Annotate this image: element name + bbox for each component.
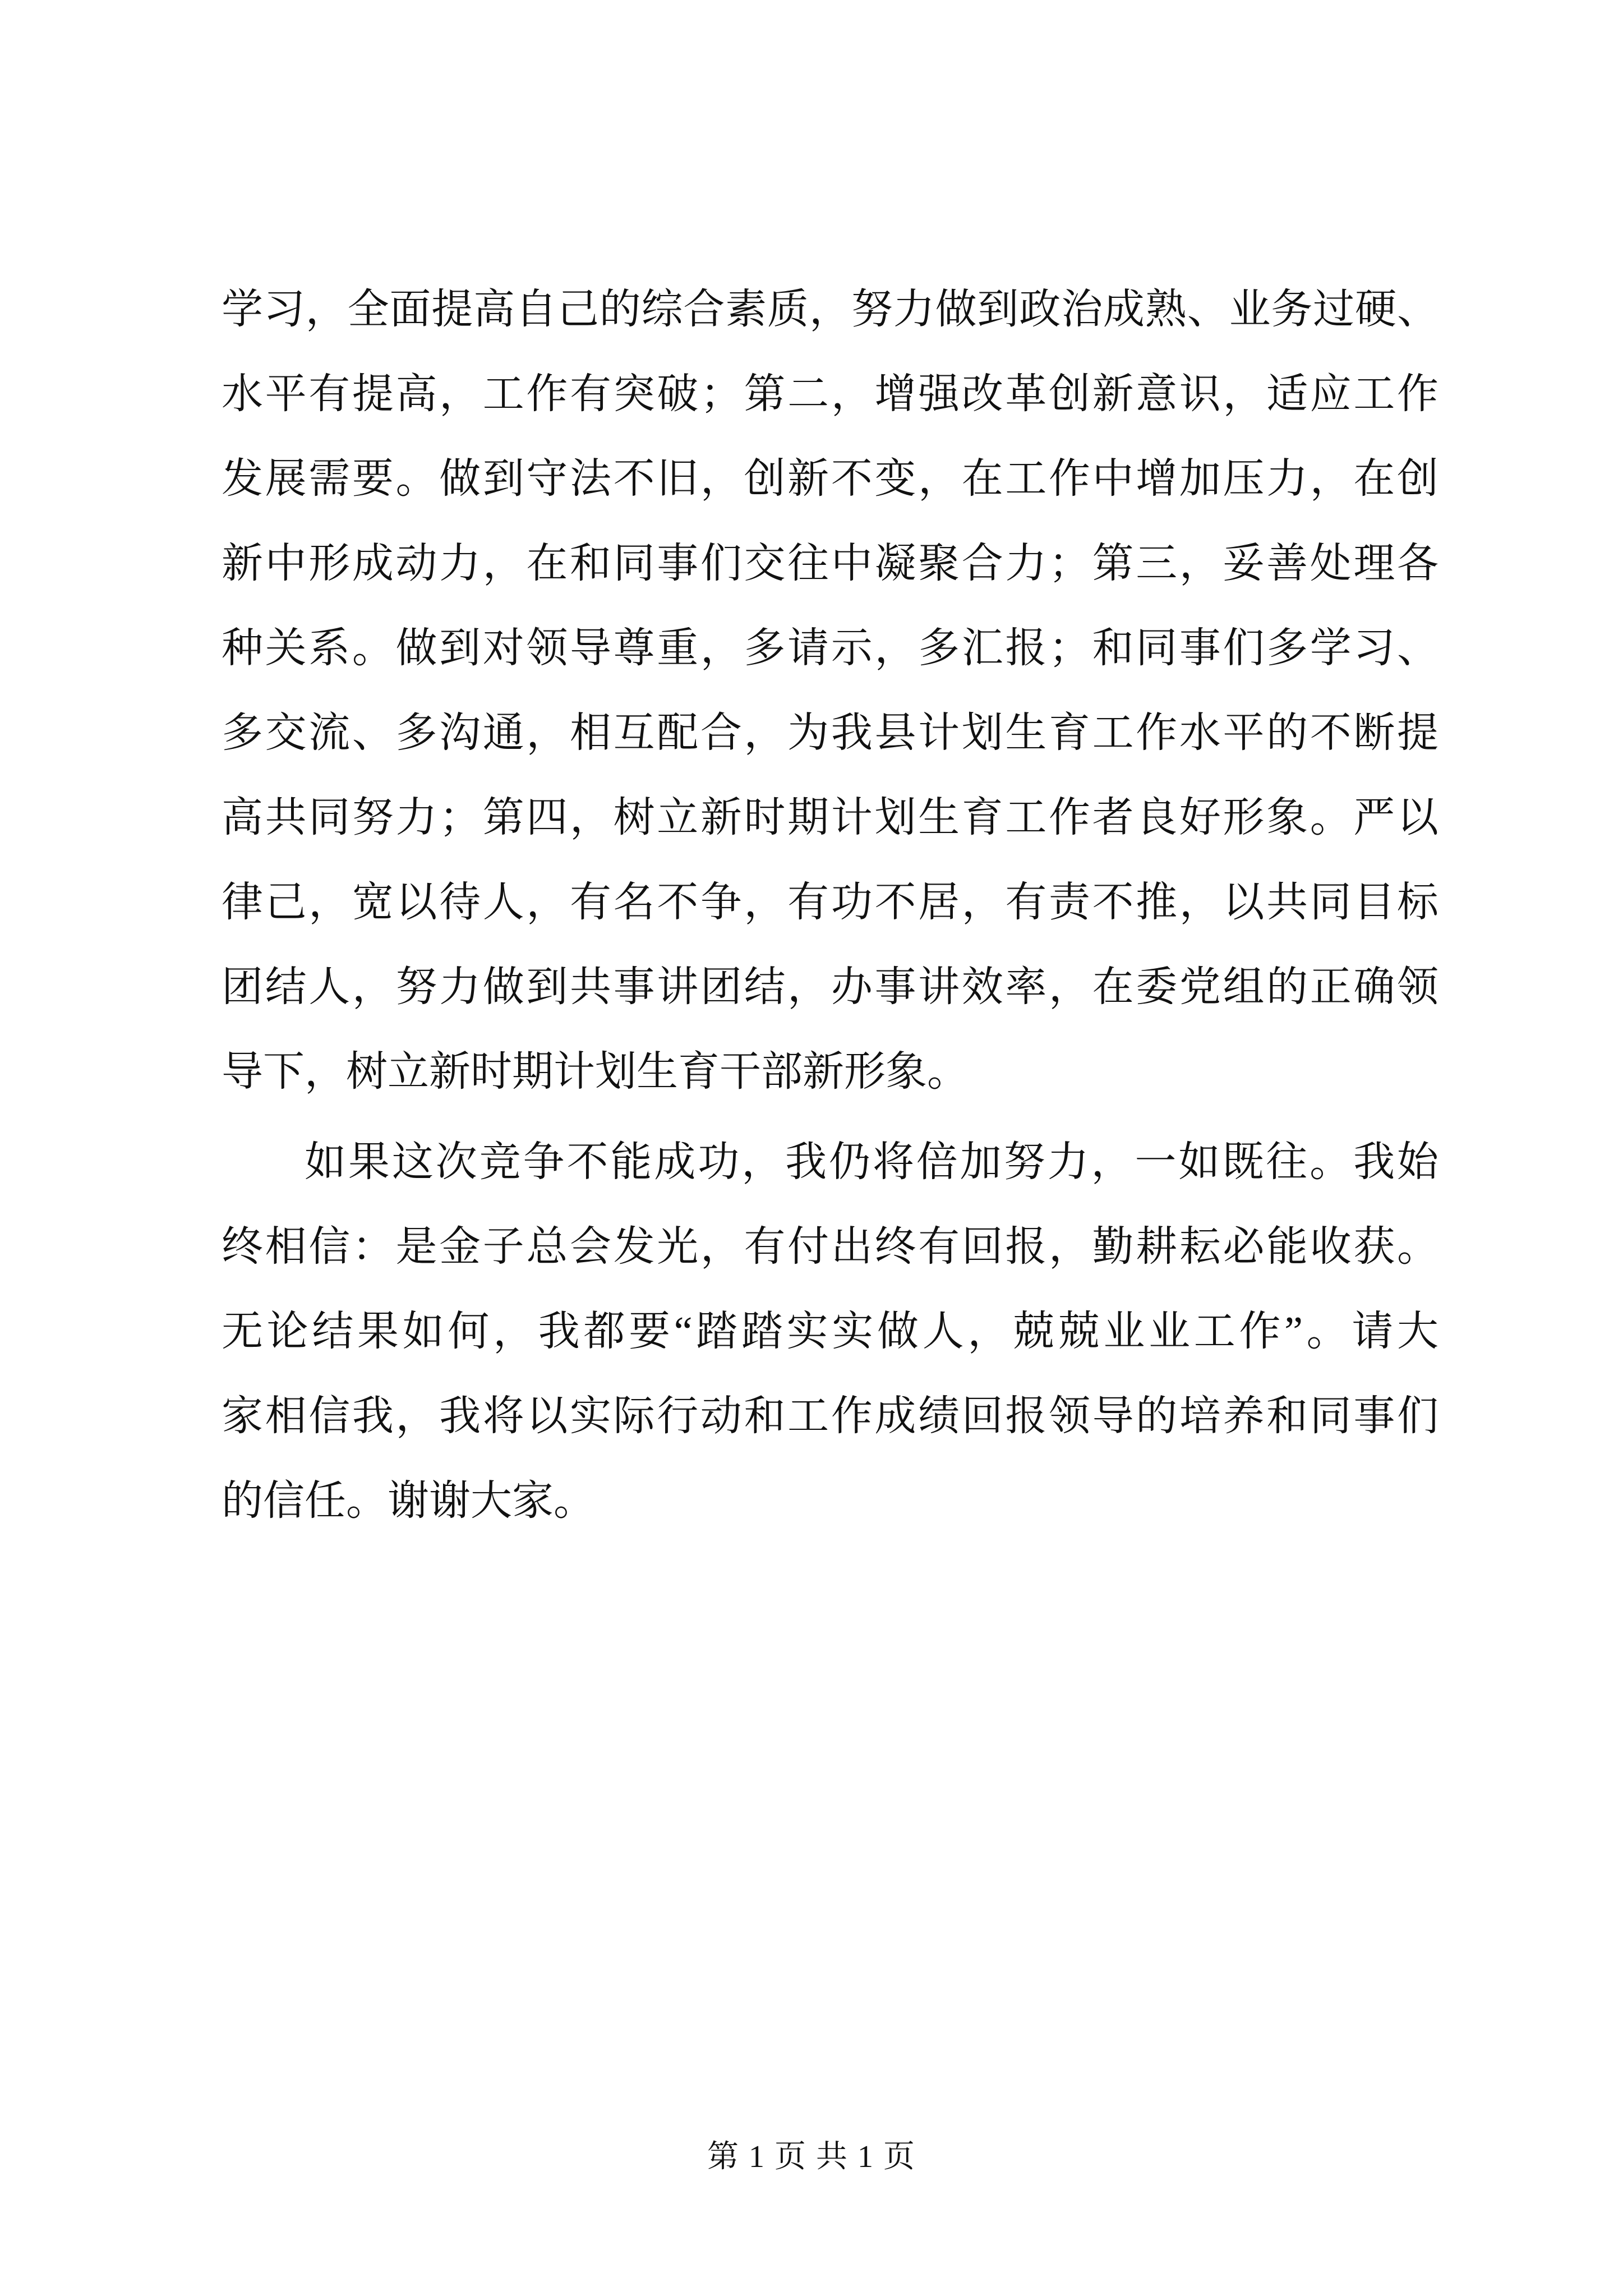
text-line: 如果这次竞争不能成功，我仍将倍加努力，一如既往。我始 bbox=[305, 1139, 1438, 1185]
text-line: 学习，全面提高自己的综合素质，努力做到政治成熟、业务过硬、 bbox=[222, 287, 1438, 333]
text-line: 律己，宽以待人，有名不争，有功不居，有责不推，以共同目标 bbox=[222, 880, 1438, 926]
document-body bbox=[222, 268, 1438, 1544]
text-line: 终相信：是金子总会发光，有付出终有回报，勤耕耘必能收获。 bbox=[222, 1224, 1438, 1270]
page-number-footer: 第 1 页 共 1 页 bbox=[707, 2139, 916, 2174]
text-line: 的信任。谢谢大家。 bbox=[222, 1478, 595, 1524]
text-line: 多交流、多沟通，相互配合，为我县计划生育工作水平的不断提 bbox=[222, 710, 1438, 756]
paragraph-2 bbox=[222, 1120, 1438, 1544]
text-line: 高共同努力；第四，树立新时期计划生育工作者良好形象。严以 bbox=[222, 795, 1438, 841]
text-line: 无论结果如何，我都要“踏踏实实做人，兢兢业业工作”。请大 bbox=[222, 1309, 1438, 1355]
text-line: 导下，树立新时期计划生育干部新形象。 bbox=[222, 1049, 969, 1095]
text-line: 新中形成动力，在和同事们交往中凝聚合力；第三，妥善处理各 bbox=[222, 541, 1438, 587]
text-line: 发展需要。做到守法不旧，创新不变，在工作中增加压力，在创 bbox=[222, 456, 1438, 502]
text-line: 种关系。做到对领导尊重，多请示，多汇报；和同事们多学习、 bbox=[222, 625, 1438, 671]
text-line: 水平有提高，工作有突破；第二，增强改革创新意识，适应工作 bbox=[222, 371, 1438, 417]
text-line: 家相信我，我将以实际行动和工作成绩回报领导的培养和同事们 bbox=[222, 1393, 1438, 1439]
text-line: 团结人，努力做到共事讲团结，办事讲效率，在委党组的正确领 bbox=[222, 964, 1438, 1010]
paragraph-1 bbox=[222, 268, 1438, 1115]
